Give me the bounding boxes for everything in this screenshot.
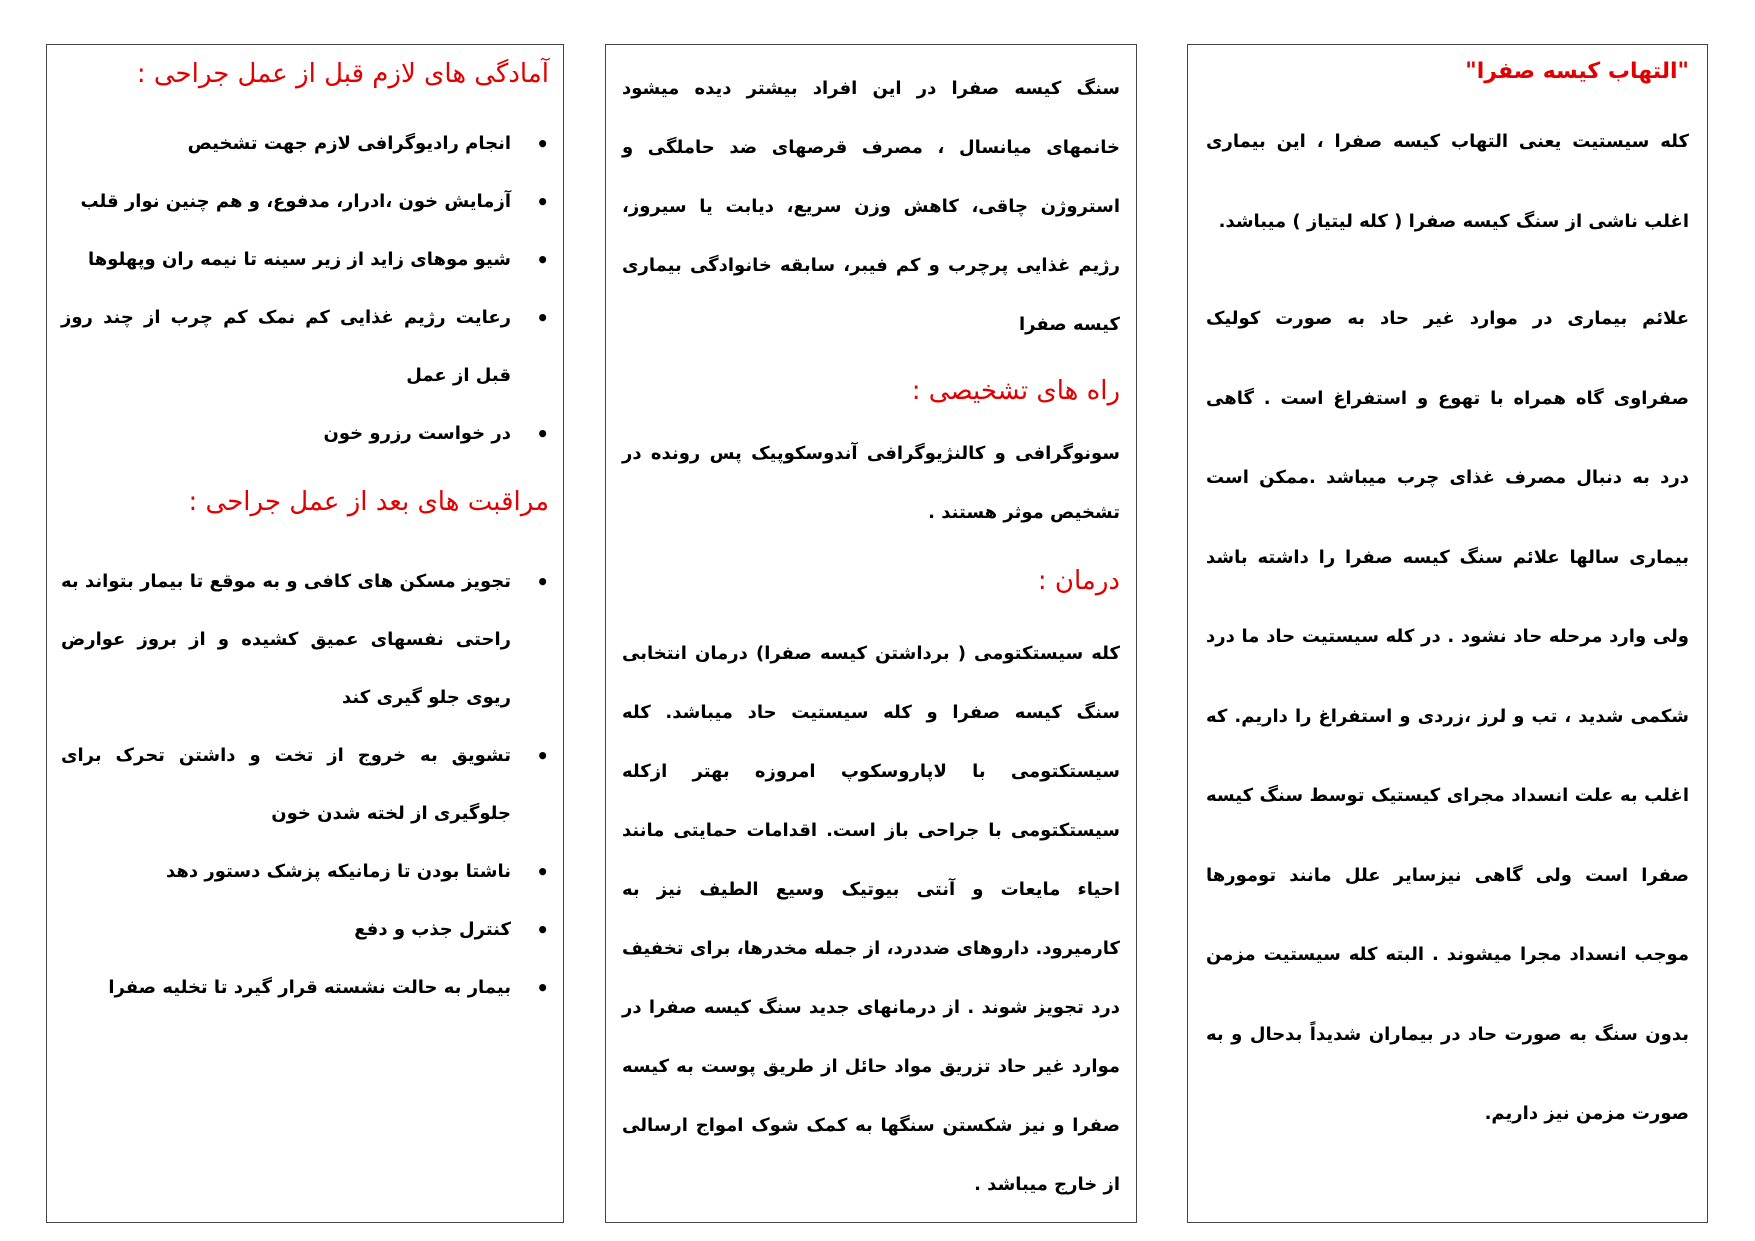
list-item: • انجام رادیوگرافی لازم جهت تشخیص bbox=[61, 115, 511, 173]
column-left bbox=[46, 44, 564, 1223]
treatment-paragraph: کله سیستکتومی ( برداشتن کیسه صفرا) درمان انتخابی سنگ کیسه صفرا و کله سیستیت حاد میباشد. کله سیستکتومی با لاپاروسکوپ امروزه بهتر ازکله سیستکتومی با جراحی باز است. اقدامات حمایتی مانند احیاء مایعات و آنتی بیوتیک وسیع الطیف نیز به کارمیرود. داروهای ضددرد، از جمله مخدرها، برای تخفیف درد تجویز شوند . از درمانهای جدید سنگ کیسه صفرا در موارد غیر حاد تزریق مواد حائل از طریق پوست به کیسه صفرا و نیز شکستن سنگها به کمک شوک امواج ارسالی از خارج میباشد . bbox=[622, 643, 1120, 1195]
postop-list bbox=[61, 553, 549, 1017]
cholecystitis-title: "التهاب کیسه صفرا" bbox=[1465, 59, 1689, 84]
list-item: • کنترل جذب و دفع bbox=[61, 901, 511, 959]
list-item: • تشویق به خروج از تخت و داشتن تحرک برای جلوگیری از لخته شدن خون bbox=[61, 727, 511, 843]
diagnosis-title: راه های تشخیصی : bbox=[911, 376, 1120, 406]
definition-paragraph: کله سیستیت یعنی التهاب کیسه صفرا ، این بیماری اغلب ناشی از سنگ کیسه صفرا ( کله لیتیاز ) میباشد. bbox=[1206, 131, 1689, 232]
preop-list bbox=[61, 115, 549, 463]
list-item: • ناشتا بودن تا زمانیکه پزشک دستور دهد bbox=[61, 843, 511, 901]
list-item: • رعایت رژیم غذایی کم نمک کم چرب از چند روز قبل از عمل bbox=[61, 289, 511, 405]
list-item: • بیمار به حالت نشسته قرار گیرد تا تخلیه صفرا bbox=[61, 959, 511, 1017]
list-item: • آزمایش خون ،ادرار، مدفوع، و هم چنین نوار قلب bbox=[61, 173, 511, 231]
column-middle bbox=[605, 44, 1137, 1223]
symptoms-paragraph: علائم بیماری در موارد غیر حاد به صورت کولیک صفراوی گاه همراه با تهوع و استفراغ است . گاهی درد به دنبال مصرف غذای چرب میباشد .ممکن است بیماری سالها علائم سنگ کیسه صفرا را داشته باشد ولی وارد مرحله حاد نشود . در کله سیستیت حاد ما درد شکمی شدید ، تب و لرز ،زردی و استفراغ را داریم. که اغلب به علت انسداد مجرای کیستیک توسط سنگ کیسه صفرا است ولی گاهی نیزسایر علل مانند تومورها موجب انسداد مجرا میشوند . البته کله سیستیت مزمن بدون سنگ به صورت حاد در بیماران شدیداً بدحال و به صورت مزمن نیز داریم. bbox=[1206, 308, 1689, 1124]
column-right bbox=[1187, 44, 1708, 1223]
risk-factors-paragraph: سنگ کیسه صفرا در این افراد بیشتر دیده میشود خانمهای میانسال ، مصرف قرصهای ضد حاملگی و استروژن چاقی، کاهش وزن سریع، دیابت یا سیروز، رژیم غذایی پرچرب و کم فیبر، سابقه خانوادگی بیماری کیسه صفرا bbox=[622, 78, 1120, 335]
list-item: • در خواست رزرو خون bbox=[61, 405, 511, 463]
preop-title: آمادگی های لازم قبل از عمل جراحی : bbox=[136, 59, 549, 89]
postop-title: مراقبت های بعد از عمل جراحی : bbox=[188, 487, 549, 517]
list-item: • تجویز مسکن های کافی و به موقع تا بیمار بتواند به راحتی نفسهای عمیق کشیده و از بروز عوارض ریوی جلو گیری کند bbox=[61, 553, 511, 727]
treatment-title: درمان : bbox=[1037, 566, 1120, 596]
list-item: • شیو موهای زاید از زیر سینه تا نیمه ران وپهلوها bbox=[61, 231, 511, 289]
diagnosis-paragraph: سونوگرافی و کالنژیوگرافی آندوسکوپیک پس رونده در تشخیص موثر هستند . bbox=[622, 443, 1120, 523]
